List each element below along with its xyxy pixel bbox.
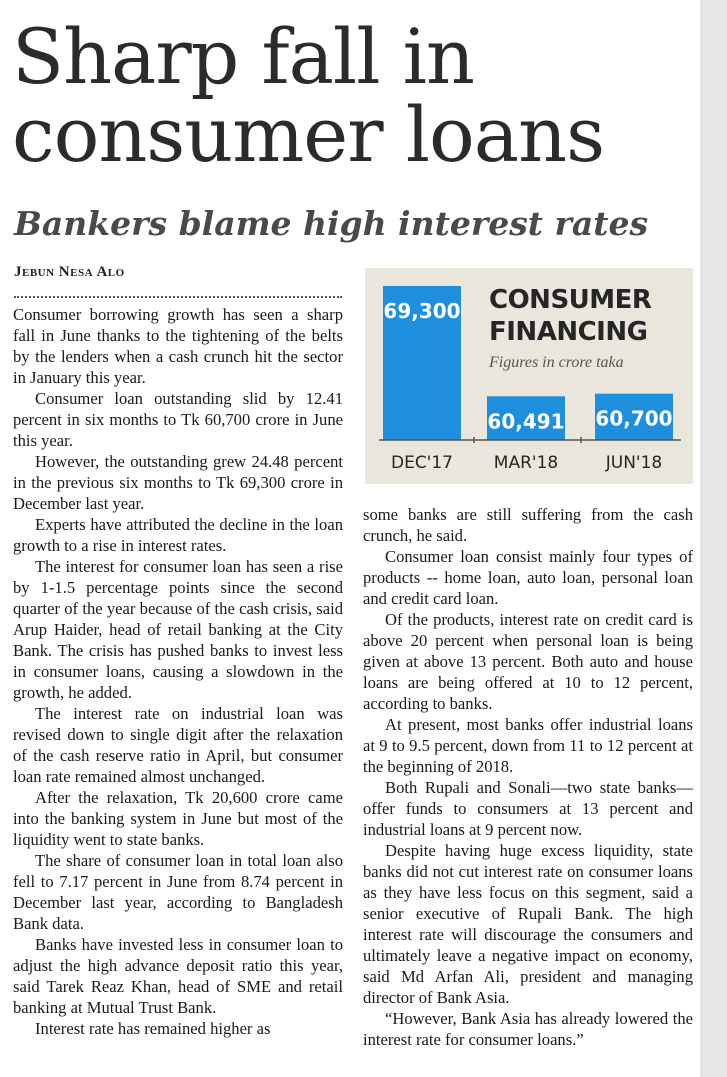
paragraph: Interest rate has remained higher as <box>35 1019 271 1038</box>
chart-subtitle: Figures in crore taka <box>489 354 624 371</box>
paragraph: However, the outstanding grew 24.48 percent in the previous six months to Tk 69,300 crore in December last year. <box>13 452 343 513</box>
paragraph: “However, Bank Asia has already lowered the interest rate for consumer loans.” <box>363 1009 693 1049</box>
byline: Jebun Nesa Alo <box>14 264 125 280</box>
bar-value-label: 60,491 <box>487 409 565 434</box>
page-edge-strip <box>700 0 727 1077</box>
chart-title-line-2: FINANCING <box>489 317 648 347</box>
paragraph: The share of consumer loan in total loan also fell to 7.17 percent in June from 8.74 percent in December last year, according to Bangladesh Bank data. <box>13 851 343 933</box>
paragraph: Experts have attributed the decline in the loan growth to a rise in interest rates. <box>13 515 343 555</box>
headline-line-1: Sharp fall in <box>12 12 474 101</box>
subheadline: Bankers blame high interest rates <box>14 204 649 243</box>
article-column-right <box>363 504 693 1050</box>
paragraph: Consumer loan outstanding slid by 12.41 percent in six months to Tk 60,700 crore in June this year. <box>13 389 343 450</box>
bar-value-label: 69,300 <box>383 299 461 323</box>
chart-title-line-1: CONSUMER <box>489 285 652 315</box>
paragraph: After the relaxation, Tk 20,600 crore came into the banking system in June but most of the liquidity went to state banks. <box>13 788 343 849</box>
paragraph: Both Rupali and Sonali—two state banks—offer funds to consumers at 13 percent and industrial loans at 9 percent now. <box>363 778 693 839</box>
paragraph: Banks have invested less in consumer loan to adjust the high advance deposit ratio this year, said Tarek Reaz Khan, head of SME and retail banking at Mutual Trust Bank. <box>13 935 343 1017</box>
byline-divider <box>14 296 342 298</box>
x-tick-label: JUN'18 <box>605 453 663 473</box>
article-column-left <box>13 304 343 1039</box>
chart-title <box>489 284 651 348</box>
paragraph: The interest for consumer loan has seen a rise by 1-1.5 percentage points since the second quarter of the year because of the cash crisis, said Arup Haider, head of retail banking at the City Bank. The crisis has pushed banks to invest less in consumer loans, causing a slowdown in the growth, he added. <box>13 557 343 702</box>
paragraph: some banks are still suffering from the cash crunch, he said. <box>363 505 693 545</box>
paragraph: Consumer borrowing growth has seen a sharp fall in June thanks to the tightening of the belts by the lenders when a cash crunch hit the sector in January this year. <box>13 305 343 387</box>
bar-value-label: 60,700 <box>595 406 673 431</box>
headline <box>12 12 702 179</box>
paragraph: The interest rate on industrial loan was revised down to single digit after the relaxation of the cash reserve ratio in April, but consumer loan rate remained almost unchanged. <box>13 704 343 786</box>
x-tick-label: MAR'18 <box>493 453 559 473</box>
paragraph: Despite having huge excess liquidity, state banks did not cut interest rate on consumer loans as they have less focus on this segment, said a senior executive of Rupali Bank. The high interest rate will discourage the consumers and ultimately leave a negative impact on economy, said Md Arfan Ali, president and managing director of Bank Asia. <box>363 841 693 1007</box>
consumer-financing-chart <box>365 268 693 484</box>
paragraph: At present, most banks offer industrial loans at 9 to 9.5 percent, down from 11 to 12 percent at the beginning of 2018. <box>363 715 693 776</box>
paragraph: Of the products, interest rate on credit card is above 20 percent when personal loan is being given at above 13 percent. Both auto and house loans are being offered at 10 to 12 percent, according to banks. <box>363 610 693 713</box>
headline-line-2: consumer loans <box>12 90 605 179</box>
x-tick-label: DEC'17 <box>390 453 454 473</box>
paragraph: Consumer loan consist mainly four types of products -- home loan, auto loan, personal loan and credit card loan. <box>363 547 693 608</box>
